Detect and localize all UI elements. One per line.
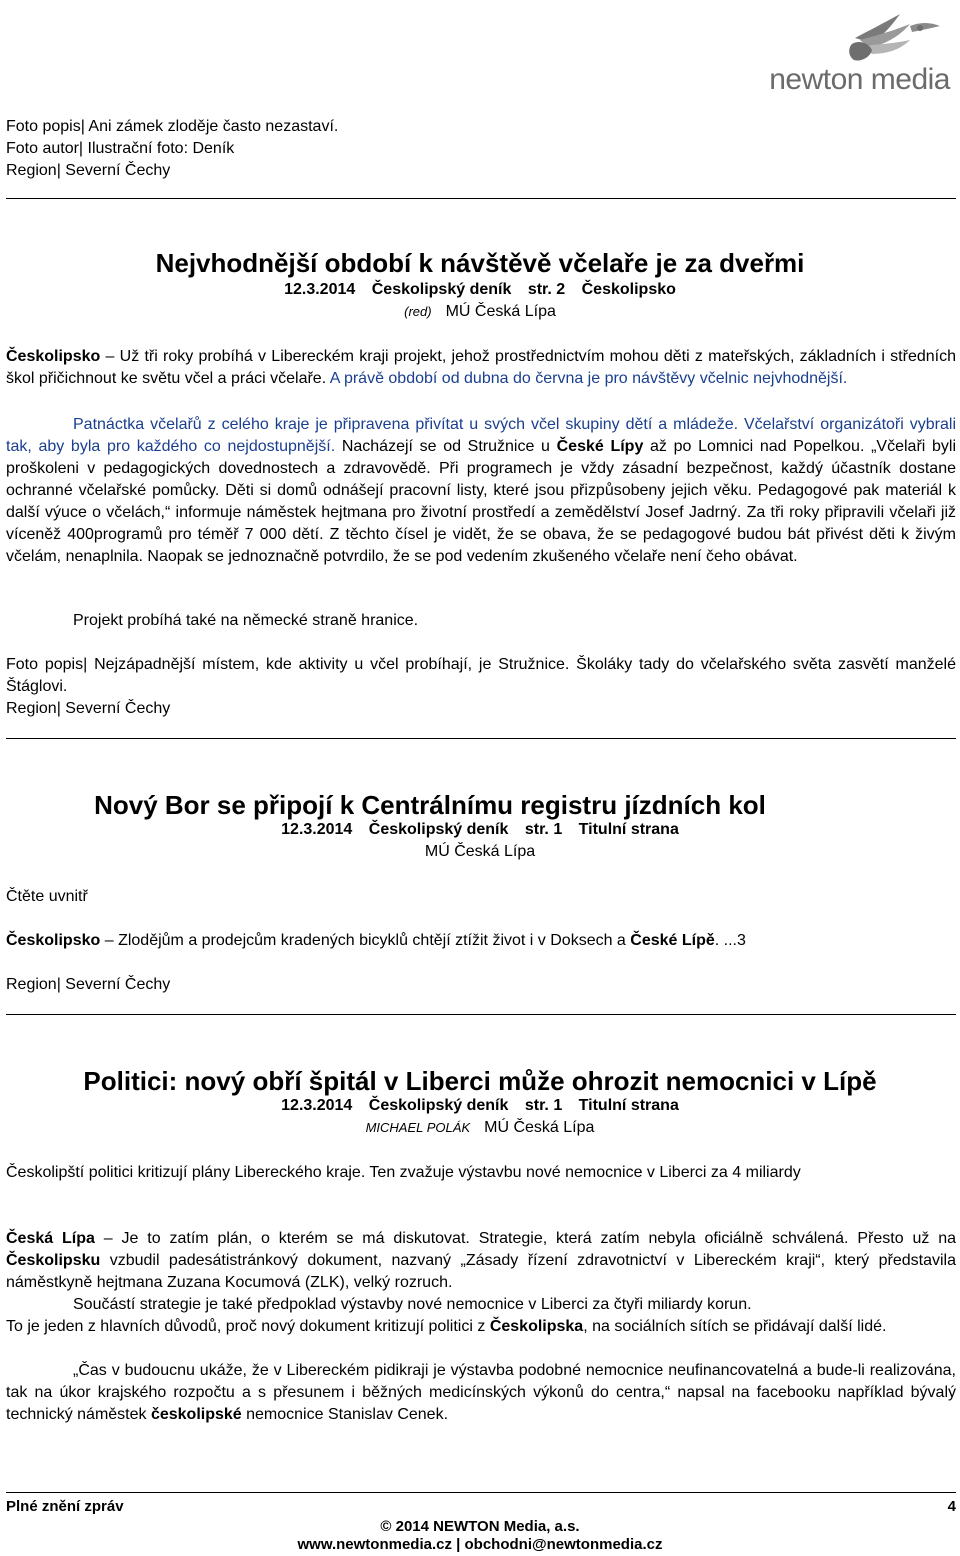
article-section: Českolipsko xyxy=(581,281,676,298)
article-date: 12.3.2014 xyxy=(281,821,353,838)
divider xyxy=(6,738,956,739)
article-author: (red) xyxy=(404,304,432,319)
article-date: 12.3.2014 xyxy=(284,281,356,298)
article-body: „Čas v budoucnu ukáže, že v Libereckém pidikraji je výstavba podobné nemocnice neufinancovatelná a bude-li realizována, tak na úkor krajského rozpočtu a s přesunem i běžných medicínských výkonů do centra,“ napsal na facebooku například bývalý technický náměstek českolipské nemocnice Stanislav Cenek. xyxy=(6,1362,956,1423)
article-office: MÚ Česká Lípa xyxy=(424,843,536,860)
region-label: Region| Severní Čechy xyxy=(6,700,171,717)
article-source: Českolipský deník xyxy=(368,821,509,838)
photo-author: Foto autor| Ilustrační foto: Deník xyxy=(6,140,235,157)
newton-media-logo xyxy=(760,10,950,100)
article-body: Českolipsko – Už tři roky probíhá v Libereckém kraji projekt, jehož prostřednictvím mohou děti z mateřských, základních i středních škol přičichnout ke světu včel a práci včelaře. A právě období od dubna do června je pro návštěvy včelnic nejvhodnější. xyxy=(6,348,956,387)
article-office: MÚ Česká Lípa xyxy=(445,303,556,320)
footer-left: Plné znění zpráv xyxy=(6,1498,124,1515)
article-author-line xyxy=(0,302,960,322)
article-title: Nový Bor se připojí k Centrálnímu registru jízdních kol xyxy=(94,790,766,820)
article-source: Českolipský deník xyxy=(371,281,512,298)
footer-divider xyxy=(6,1492,956,1493)
article-body: To je jeden z hlavních důvodů, proč nový dokument kritizují politici z Českolipska, na sociálních sítích se přidávají další lidé. xyxy=(6,1318,887,1335)
article-page: str. 2 xyxy=(527,281,566,298)
article-meta xyxy=(0,1096,960,1116)
photo-caption: Foto popis| Nejzápadnější místem, kde aktivity u včel probíhají, je Stružnice. Školáky tady do včelařského světa zasvětí manželé Štáglovi. xyxy=(6,656,956,695)
article-author-line xyxy=(0,1118,960,1138)
article-body: Patnáctka včelařů z celého kraje je připravena přivítat u svých včel skupiny dětí a mládeže. Včelařství organizátoři vybrali tak, aby byla pro každého co nejdostupnější. Nacházejí se od Stružnice u České Lípy až po Lomnici nad Popelkou. „Včelaři byli proškoleni v pedagogických dovednostech a zdravovědě. Při programech je vždy zásadní bezpečnost, každý účastník dostane ochranné včelařské pomůcky. Děti si domů odnášejí pracovní listy, které jsou přizpůsobeny jejich věku. Pedagogové pak materiál k další výuce o včelách,“ informuje náměstek hejtmana pro životní prostředí a zemědělství Josef Jadrný. Za tři roky připravili včelaři již víceněž 400programů pro téměř 7 000 dětí. Z těchto čísel je vidět, že se obava, že se pedagogové budou bát přivést děti k živým včelám, nenaplnila. Naopak se jednoznačně potvrdilo, že se pod vedením zkušeného včelaře není čeho obávat. xyxy=(6,416,957,565)
article-meta xyxy=(0,820,960,840)
logo-wordmark: newton media xyxy=(769,63,950,96)
footer-copyright: © 2014 NEWTON Media, a.s. xyxy=(380,1518,580,1535)
article-page: str. 1 xyxy=(524,821,563,838)
article-perex: Českolipští politici kritizují plány Libereckého kraje. Ten zvažuje výstavbu nové nemocnice v Liberci za 4 miliardy xyxy=(6,1164,801,1181)
page-number: 4 xyxy=(947,1498,956,1515)
article-body: Česká Lípa – Je to zatím plán, o kterém se má diskutovat. Strategie, která zatím nebyla oficiálně schválená. Přesto už na Českolipsku vzbudil padesátistránkový dokument, nazvaný „Zásady řízení zdravotnictví v Libereckém kraji“, který představila náměstkyně hejtmana Zuzana Kocumová (ZLK), velký rozruch. xyxy=(6,1230,957,1291)
divider xyxy=(6,198,956,199)
article-kicker: Čtěte uvnitř xyxy=(6,888,88,905)
article-section: Titulní strana xyxy=(578,821,679,838)
article-meta xyxy=(0,280,960,300)
article-body: Českolipsko – Zlodějům a prodejcům kradených bicyklů chtějí ztížit život i v Doksech a České Lípě. ...3 xyxy=(6,932,746,949)
article-author: MICHAEL POLÁK xyxy=(365,1120,471,1135)
region-label: Region| Severní Čechy xyxy=(6,162,171,179)
article-source: Českolipský deník xyxy=(368,1097,509,1114)
footer-links[interactable]: www.newtonmedia.cz | obchodni@newtonmedia.cz xyxy=(297,1536,663,1553)
article-body: Součástí strategie je také předpoklad výstavby nové nemocnice v Liberci za čtyři miliardy korun. xyxy=(73,1296,752,1313)
article-page: str. 1 xyxy=(524,1097,563,1114)
article-office: MÚ Česká Lípa xyxy=(484,1119,595,1136)
photo-caption: Foto popis| Ani zámek zloděje často nezastaví. xyxy=(6,118,339,135)
article-date: 12.3.2014 xyxy=(281,1097,353,1114)
lead-location: Českolipsko xyxy=(6,348,101,365)
divider xyxy=(6,1014,956,1015)
region-label: Region| Severní Čechy xyxy=(6,976,171,993)
article-title: Nejvhodnější období k návštěvě včelaře je za dveřmi xyxy=(155,248,805,278)
article-body: Projekt probíhá také na německé straně hranice. xyxy=(73,612,419,629)
article-section: Titulní strana xyxy=(578,1097,679,1114)
article-title: Politici: nový obří špitál v Liberci může ohrozit nemocnici v Lípě xyxy=(83,1066,877,1096)
